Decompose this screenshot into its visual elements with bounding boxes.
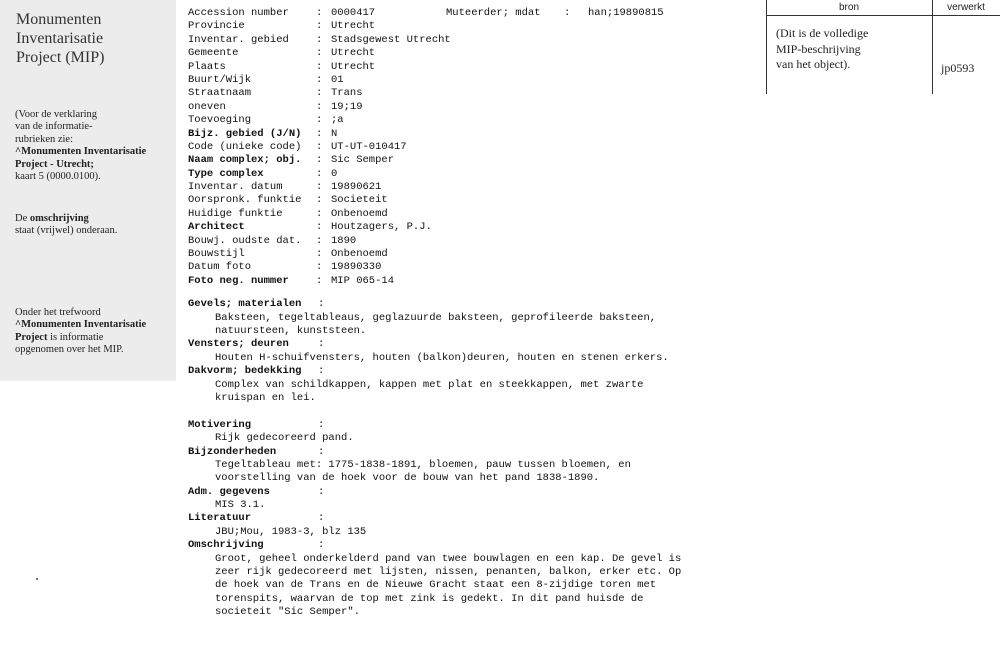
section-heading-text: Gevels; materialen: [188, 298, 302, 311]
section-line: natuursteen, kunststeen.: [215, 324, 367, 337]
field-label: Datum foto: [188, 261, 252, 274]
field-row: [188, 154, 758, 167]
section-heading-text: Literatuur: [188, 512, 252, 525]
field-separator: :: [318, 485, 325, 498]
section-body: [188, 499, 758, 512]
field-separator: :: [316, 181, 323, 194]
field-label: Straatnaam: [188, 87, 252, 100]
section-line: de hoek van de Trans en de Nieuwe Gracht staat een 8-zijdige toren met: [215, 579, 657, 592]
field-label: Bouwstijl: [188, 248, 245, 261]
note-line: rubrieken zie:: [15, 133, 74, 145]
field-separator: :: [316, 33, 323, 46]
field-separator: :: [316, 73, 323, 86]
field-value: Sic Semper: [331, 154, 395, 167]
cell-bron: [776, 26, 928, 73]
section-heading-text: Adm. gegevens: [188, 485, 270, 498]
note-line: (Voor de verklaring: [15, 109, 98, 120]
note-line: van de informatie-: [15, 121, 93, 133]
field-separator: :: [316, 194, 323, 207]
field-label: Accession number: [188, 7, 289, 19]
source-table: [766, 0, 1000, 94]
field-separator: :: [316, 140, 323, 153]
section-body: [188, 312, 758, 339]
field-row: [188, 261, 758, 274]
field-row: [188, 128, 758, 141]
field-separator: :: [318, 445, 325, 458]
note-line: De omschrijving: [15, 213, 89, 224]
field-value: Onbenoemd: [331, 248, 388, 261]
field-label: Type complex: [188, 167, 264, 180]
table-column-divider: [932, 0, 933, 94]
field-row: [188, 235, 758, 248]
field-separator: :: [316, 154, 323, 167]
field-value: 19890330: [331, 261, 382, 274]
section-heading: [188, 539, 758, 552]
field-row: [188, 248, 758, 261]
note-line: staat (vrijwel) onderaan.: [15, 225, 118, 237]
field-separator: :: [316, 127, 323, 140]
sidebar-note-legend: [15, 109, 173, 183]
section-line: torenspits, waarvan de top met zink is gedekt. In dit pand huisde de: [215, 592, 644, 605]
field-value: MIP 065-14: [331, 274, 395, 287]
field-value: 1890: [331, 234, 357, 247]
field-separator: :: [316, 248, 323, 261]
note-reference: Project is informatie: [15, 331, 104, 343]
field-label: Foto neg. nummer: [188, 274, 289, 287]
field-separator: :: [316, 167, 323, 180]
section-body: [188, 459, 758, 486]
field-label: Naam complex; obj.: [188, 154, 302, 167]
section-heading-text: Bijzonderheden: [188, 445, 277, 458]
field-label: Huidige funktie: [188, 207, 283, 220]
section-body: [188, 379, 758, 406]
sidebar-note-description: [15, 213, 173, 238]
spacer: [188, 405, 758, 418]
note-line: opgenomen over het MIP.: [15, 344, 124, 356]
field-separator: :: [316, 20, 323, 33]
field-label: Code (unieke code): [188, 140, 302, 153]
field-value: 0: [331, 167, 338, 180]
section-body: [188, 432, 758, 445]
field-row: [188, 221, 758, 234]
record-fields: [188, 7, 758, 288]
field-separator: :: [316, 47, 323, 60]
field-row: [188, 101, 758, 114]
field-label: Architect: [188, 221, 245, 234]
field-separator: :: [318, 338, 325, 351]
field-row: [188, 34, 758, 47]
field-label: oneven: [188, 100, 226, 113]
col-header-bron: bron: [838, 2, 859, 13]
field-separator: :: [564, 7, 571, 19]
info-sidebar: [0, 0, 176, 381]
section-line: Rijk gedecoreerd pand.: [215, 432, 354, 445]
field-label: Toevoeging: [188, 114, 252, 127]
field-row: [188, 141, 758, 154]
field-row: [188, 194, 758, 207]
section-body: [188, 553, 758, 620]
section-heading-text: Dakvorm; bedekking: [188, 365, 302, 378]
mip-record: [188, 7, 758, 620]
field-separator: :: [316, 261, 323, 274]
field-label: Gemeente: [188, 47, 239, 60]
field-separator: :: [316, 87, 323, 100]
field-label: Oorspronk. funktie: [188, 194, 302, 207]
field-value: Utrecht: [331, 47, 376, 60]
field-row: [188, 74, 758, 87]
field-separator: :: [316, 114, 323, 127]
field-label: Buurt/Wijk: [188, 73, 252, 86]
field-separator: :: [318, 512, 325, 525]
field-value: Utrecht: [331, 60, 376, 73]
field-value: Onbenoemd: [331, 207, 388, 220]
section-heading: [188, 365, 758, 378]
section-heading-text: Omschrijving: [188, 539, 264, 552]
sidebar-title: [16, 10, 166, 67]
spacer: [188, 288, 758, 298]
title-line: Inventarisatie: [16, 30, 104, 47]
section-heading: [188, 298, 758, 311]
note-line: Onder het trefwoord: [15, 307, 101, 318]
section-line: Complex van schildkappen, kappen met plat en steekkappen, met zwarte: [215, 378, 644, 391]
section-line: Baksteen, tegeltableaus, geglazuurde baksteen, geprofileerde baksteen,: [215, 311, 657, 324]
note-reference: ^Monumenten Inventarisatie: [15, 319, 147, 331]
field-separator: :: [316, 100, 323, 113]
field-separator: :: [316, 221, 323, 234]
field-separator: :: [316, 7, 323, 19]
field-separator: :: [318, 365, 325, 378]
section-body: [188, 526, 758, 539]
field-value: Houtzagers, P.J.: [331, 221, 432, 234]
field-separator: :: [316, 207, 323, 220]
field-label: Bijz. gebied (J/N): [188, 127, 302, 140]
field-value: ;a: [331, 114, 344, 127]
field-separator: :: [316, 274, 323, 287]
field-label: Inventar. datum: [188, 181, 283, 194]
title-line: Project (MIP): [16, 49, 105, 66]
section-line: zeer rijk gedecoreerd met lijsten, nissen, penanten, balkon, erker etc. Op: [215, 566, 682, 579]
field-row: [188, 181, 758, 194]
field-separator: :: [316, 60, 323, 73]
section-heading-text: Motivering: [188, 418, 252, 431]
note-reference: ^Monumenten Inventarisatie: [15, 146, 147, 158]
section-line: Tegeltableau met: 1775-1838-1891, bloemen, pauw tussen bloemen, en: [215, 458, 631, 471]
field-row: [188, 208, 758, 221]
field-row: [188, 61, 758, 74]
col-header-verwerkt: verwerkt: [947, 2, 985, 13]
section-heading: [188, 338, 758, 351]
field-label: Inventar. gebied: [188, 33, 289, 46]
section-heading-text: Vensters; deuren: [188, 338, 289, 351]
field-value: 19890621: [331, 181, 382, 194]
record-sections-notes: [188, 419, 758, 620]
field-value: 01: [331, 73, 344, 86]
section-heading: [188, 446, 758, 459]
field-value: Societeit: [331, 194, 388, 207]
field-value: N: [331, 127, 338, 140]
field-value: Utrecht: [331, 20, 376, 33]
field-value: UT-UT-010417: [331, 140, 407, 153]
record-sections-materials: [188, 298, 758, 405]
section-line: JBU;Mou, 1983-3, blz 135: [215, 525, 367, 538]
mutator-value: han;19890815: [588, 7, 664, 19]
field-value: 0000417: [331, 7, 376, 19]
note-reference: Project - Utrecht;: [15, 158, 94, 170]
field-separator: :: [316, 234, 323, 247]
field-row: [188, 87, 758, 100]
section-heading: [188, 486, 758, 499]
section-body: [188, 352, 758, 365]
table-left-border: [766, 0, 767, 94]
stray-dot: [36, 578, 38, 580]
section-line: kruispan en lei.: [215, 391, 316, 404]
field-value: Trans: [331, 87, 363, 100]
cell-verwerkt: jp0593: [941, 61, 975, 75]
field-row: [188, 47, 758, 60]
section-line: societeit "Sic Semper".: [215, 606, 360, 619]
section-line: Groot, geheel onderkelderd pand van twee bouwlagen en een kap. De gevel is: [215, 552, 682, 565]
cell-line: van het object).: [776, 57, 851, 71]
field-separator: :: [318, 298, 325, 311]
cell-line: (Dit is de volledige: [776, 26, 869, 40]
section-heading: [188, 419, 758, 432]
field-value: Stadsgewest Utrecht: [331, 33, 451, 46]
section-line: voorstelling van de hoek voor de bouw van het pand 1838-1890.: [215, 472, 600, 485]
field-row: [188, 114, 758, 127]
section-line: Houten H-schuifvensters, houten (balkon)deuren, houten en stenen erkers.: [215, 351, 669, 364]
title-line: Monumenten: [16, 11, 102, 28]
field-separator: :: [318, 539, 325, 552]
field-row: [188, 7, 758, 20]
field-label: Provincie: [188, 20, 245, 33]
field-label: Bouwj. oudste dat.: [188, 234, 302, 247]
field-value: 19;19: [331, 100, 363, 113]
field-row: [188, 20, 758, 33]
field-label: Plaats: [188, 60, 226, 73]
mutator-label: Muteerder; mdat: [446, 7, 541, 19]
cell-line: MIP-beschrijving: [776, 41, 861, 56]
section-heading: [188, 512, 758, 525]
table-header-divider: [766, 15, 1000, 16]
field-row: [188, 168, 758, 181]
section-line: MIS 3.1.: [215, 499, 266, 512]
field-separator: :: [318, 418, 325, 431]
field-row: [188, 275, 758, 288]
sidebar-note-keyword: [15, 307, 173, 357]
note-line: kaart 5 (0000.0100).: [15, 171, 101, 183]
